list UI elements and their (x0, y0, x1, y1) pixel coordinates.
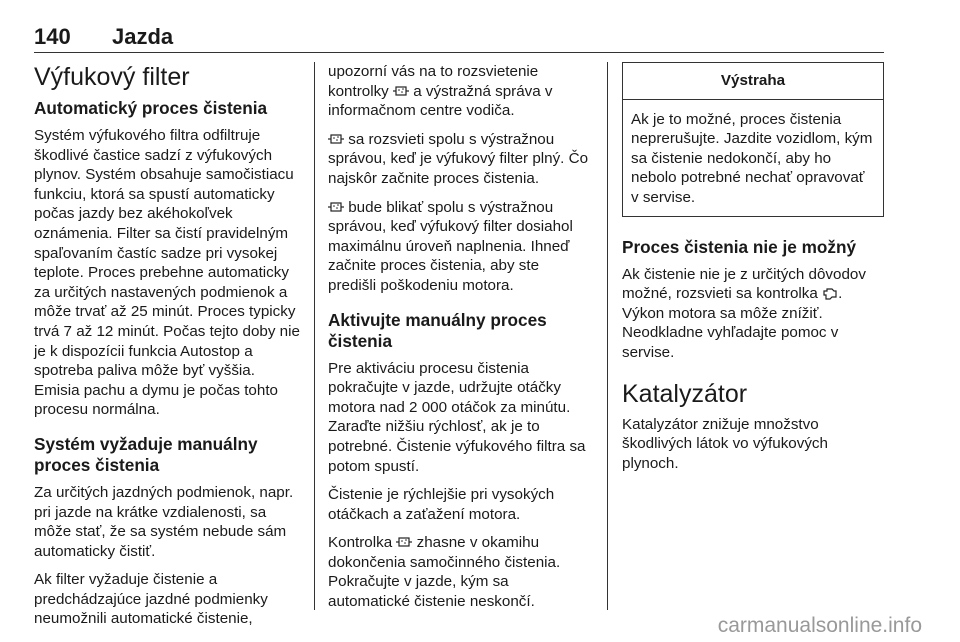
heading-cleaning-impossible: Proces čistenia nie je možný (622, 236, 857, 257)
column-1 (34, 62, 304, 638)
paragraph-warning-light (328, 62, 590, 121)
paragraph-light-off (328, 533, 590, 611)
text-fragment: bude blikať spolu s výstražnou správou, keď výfukový filter dosiahol maximálnu úroveň naplnenia. Ihneď začnite proces čistenia, aby ste predišli poškodeniu motora. (328, 198, 573, 294)
paragraph-automatic-cleaning: Systém výfukového filtra odfiltruje škodlivé častice sadzí z výfukových plynov. Systém obsahuje samočistiacu funkciu, ktorá sa spustí automaticky počas jazdy bez akéhokoľvek oznámenia. Filter sa čistí pravidelným spaľovaním častíc sadze pri vysokej teplote. Proces prebehne automaticky za určitých nastavených podmienok a môže trvať až 25 minút. Proces typicky trvá 7 až 12 minút. Počas tejto doby nie je k dispozícii funkcia Autostop a spotreba paliva môže byť vyššia. Emisia pachu a dymu je počas tohto procesu normálna. (34, 127, 300, 419)
section-title-exhaust-filter: Výfukový filter (34, 63, 190, 91)
section-title-catalyst: Katalyzátor (622, 379, 748, 408)
page-number: 140 (34, 24, 71, 49)
paragraph-light-on (328, 130, 590, 189)
paragraph-faster-cleaning: Čistenie je rýchlejšie pri vysokých otáčkach a zaťažení motora. (328, 486, 555, 523)
warning-box (622, 62, 884, 217)
heading-automatic-cleaning: Automatický proces čistenia (34, 98, 268, 118)
warning-title: Výstraha (623, 63, 883, 100)
exhaust-filter-icon (328, 200, 344, 214)
chapter-title: Jazda (112, 24, 174, 49)
column-divider-2 (607, 62, 608, 610)
watermark: carmanualsonline.info (717, 614, 922, 637)
text-fragment: sa rozsvieti spolu s výstražnou správou, keď je výfukový filter plný. Čo najskôr začnite proces čistenia. (328, 130, 589, 187)
column-divider-1 (314, 62, 315, 610)
text-fragment: Ak čistenie nie je z určitých dôvodov možné, rozsvieti sa kontrolka (622, 265, 866, 303)
paragraph-catalyst: Katalyzátor znižuje množstvo škodlivých látok vo výfukových plynoch. (622, 415, 828, 472)
exhaust-filter-icon (393, 84, 409, 98)
page-header (34, 22, 884, 53)
text-fragment: . Výkon motora sa môže znížiť. Neodkladne vyhľadajte pomoc v servise. (622, 285, 843, 361)
heading-activate-manual: Aktivujte manuálny proces čistenia (328, 309, 547, 351)
paragraph-manual-2: Ak filter vyžaduje čistenie a predchádzajúce jazdné podmienky neumožnili automatické čistenie, (34, 571, 268, 628)
text-fragment: Kontrolka (328, 534, 393, 552)
heading-manual-cleaning-required: Systém vyžaduje manuálny proces čistenia (34, 433, 258, 475)
warning-text: Ak je to možné, proces čistenia neprerušujte. Jazdite vozidlom, kým sa čistenie nedokončí, aby ho nebolo potrebné nechať opravovať v servise. (631, 110, 873, 206)
column-2 (328, 62, 590, 621)
exhaust-filter-icon (396, 535, 412, 549)
paragraph-cleaning-impossible (622, 265, 884, 363)
column-3 (622, 62, 884, 482)
text-fragment: upozorní vás na to rozsvietenie kontrolky (328, 63, 539, 100)
engine-check-icon (822, 286, 838, 300)
text-fragment: zhasne v okamihu dokončenia samočinného čistenia. Pokračujte v jazde, kým sa automatické čistenie neskončí. (328, 534, 561, 611)
paragraph-activate: Pre aktiváciu procesu čistenia pokračujte v jazde, udržujte otáčky motora nad 2 000 otáčok za minútu. Zaraďte nižšiu rýchlosť, ak je to potrebné. Čistenie výfukového filtra sa potom spustí. (328, 359, 586, 475)
paragraph-light-blinking (328, 198, 590, 296)
exhaust-filter-icon (328, 132, 344, 146)
paragraph-manual-1: Za určitých jazdných podmienok, napr. pri jazde na krátke vzdialenosti, sa môže stať, že sa systém nebude sám automaticky čistiť. (34, 483, 294, 560)
text-fragment: a výstražná správa v informačnom centre vodiča. (328, 82, 553, 120)
